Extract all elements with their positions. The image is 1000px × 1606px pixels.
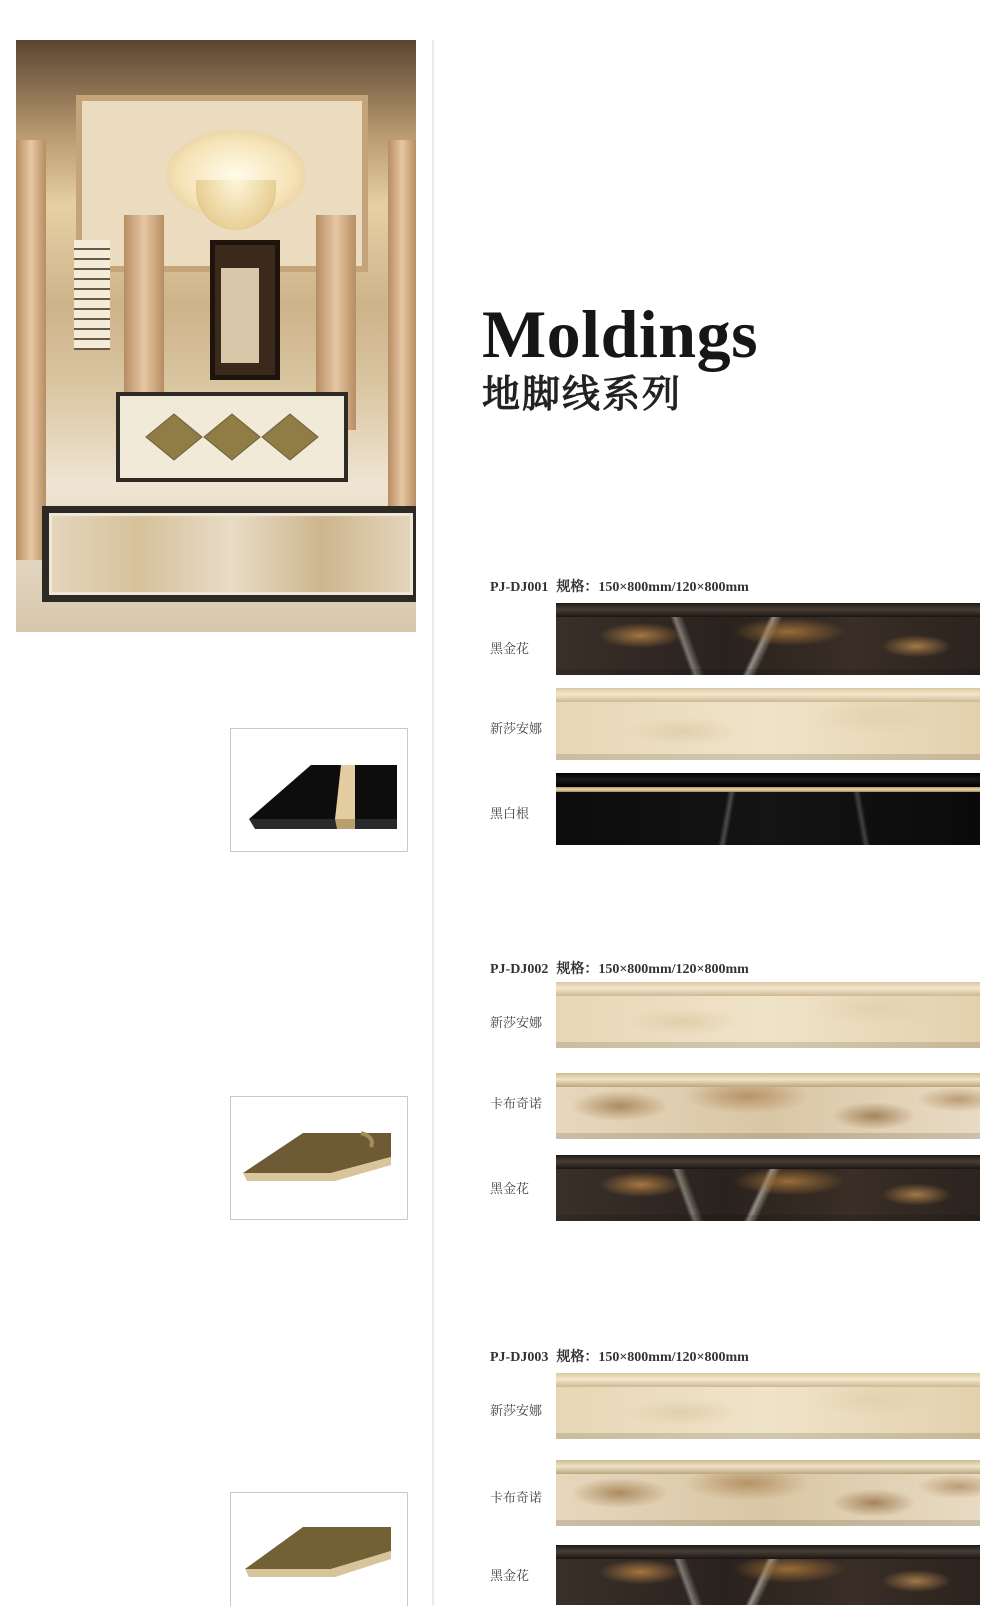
molding-swatch-cream xyxy=(556,982,980,1048)
molding-top-trim xyxy=(556,1155,980,1169)
molding-top-trim xyxy=(556,1373,980,1387)
pillar-edge-right xyxy=(388,140,416,560)
molding-top-trim xyxy=(556,1460,980,1474)
series-spec xyxy=(490,576,749,596)
molding-swatch-cream xyxy=(556,1373,980,1439)
molding-swatch-cream xyxy=(556,688,980,760)
page-title: Moldings xyxy=(482,296,759,372)
molding-top-trim xyxy=(556,773,980,787)
series-spec xyxy=(490,1346,749,1366)
molding-top-trim xyxy=(556,982,980,996)
molding-swatch-black-gold xyxy=(556,1155,980,1221)
series-code: PJ-DJ003 xyxy=(490,1350,549,1365)
item-label: 卡布奇诺 xyxy=(490,1490,543,1505)
item-label: 新莎安娜 xyxy=(490,1403,543,1418)
series-dimensions: 规格：150×800mm/120×800mm xyxy=(556,1350,749,1365)
item-label: 新莎安娜 xyxy=(490,1015,543,1030)
molding-top-trim xyxy=(556,1545,980,1559)
series-spec xyxy=(490,958,749,978)
series-code: PJ-DJ001 xyxy=(490,580,549,595)
molding-swatch-cappuccino xyxy=(556,1073,980,1139)
molding-swatch-black-white xyxy=(556,773,980,845)
item-label: 黑金花 xyxy=(490,1568,530,1583)
floor-medallion-inlay xyxy=(42,506,416,602)
column-divider xyxy=(432,40,434,1605)
molding-3d-thumbnail xyxy=(230,1096,408,1220)
molding-3d-thumbnail xyxy=(230,728,408,852)
page-subtitle: 地脚线系列 xyxy=(482,374,683,416)
doorway-interior xyxy=(221,268,259,363)
series-code: PJ-DJ002 xyxy=(490,962,549,977)
item-label: 黑金花 xyxy=(490,1181,530,1196)
molding-gold-line xyxy=(556,787,980,792)
floor-diamond-inlay xyxy=(116,392,348,482)
molding-top-trim xyxy=(556,1073,980,1087)
item-label: 黑金花 xyxy=(490,641,530,656)
item-label: 新莎安娜 xyxy=(490,721,543,736)
series-dimensions: 规格：150×800mm/120×800mm xyxy=(556,580,749,595)
molding-swatch-black-gold xyxy=(556,1545,980,1605)
series-dimensions: 规格：150×800mm/120×800mm xyxy=(556,962,749,977)
item-label: 黑白根 xyxy=(490,806,530,821)
pillar-edge-left xyxy=(16,140,46,560)
molding-top-trim xyxy=(556,603,980,617)
display-shelf xyxy=(74,240,110,350)
molding-swatch-cappuccino xyxy=(556,1460,980,1526)
molding-top-trim xyxy=(556,688,980,702)
molding-swatch-black-gold xyxy=(556,603,980,675)
molding-3d-thumbnail xyxy=(230,1492,408,1606)
hallway-photo xyxy=(16,40,416,632)
item-label: 卡布奇诺 xyxy=(490,1096,543,1111)
